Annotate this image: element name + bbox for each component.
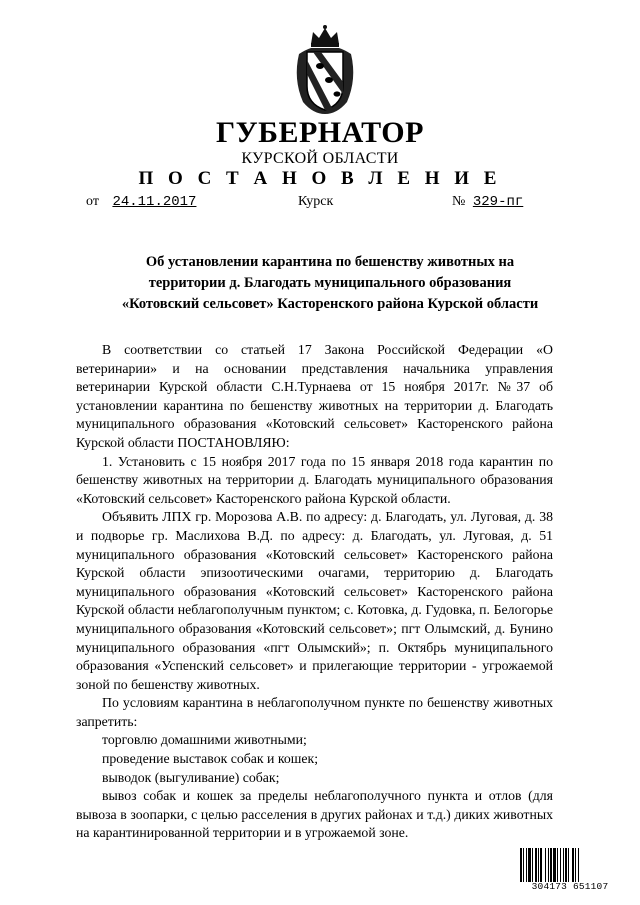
document-type-title: П О С Т А Н О В Л Е Н И Е: [138, 168, 502, 189]
document-body: [76, 341, 553, 843]
paragraph-4: вывоз собак и кошек за пределы неблагополучного пункта и отлов (для вывоза в зоопарки, с целью расселения в других районах и т.д.) диких животных на карантинированной территории и в угрожаемой зоне.: [76, 788, 553, 841]
number-prefix: №: [452, 194, 466, 209]
governor-title: ГУБЕРНАТОР: [216, 116, 424, 149]
intro-paragraph: В соответствии со статьей 17 Закона Российской Федерации «О ветеринарии» и на основании представления начальника управления ветеринарии Курской области С.Н.Турнаева от 15 ноября 2017г. №37 об установлении карантина по бешенству животных на территории д. Благодать муниципального образования «Котовский сельсовет» Касторенского района Курской области ПОСТАНОВЛЯЮ:: [76, 342, 553, 450]
prohibition-item: торговлю домашними животными;: [102, 732, 307, 748]
barcode-bars: [520, 848, 620, 882]
document-subject: [70, 252, 590, 315]
subject-line: территории д. Благодать муниципального образования: [148, 275, 512, 291]
number-value: 329-пг: [472, 194, 524, 210]
subject-line: Об установлении карантина по бешенству животных на: [145, 254, 515, 270]
barcode: [520, 848, 620, 894]
barcode-number: 304173 651107: [531, 881, 609, 892]
date-prefix: от: [86, 194, 99, 209]
document-city: Курск: [298, 194, 334, 209]
document-number: [452, 194, 541, 210]
paragraph-3: По условиям карантина в неблагополучном пункте по бешенству животных запретить:: [76, 695, 553, 729]
paragraph-2: Объявить ЛПХ гр. Морозова А.В. по адресу: д. Благодать, ул. Луговая, д. 38 и подворье гр. Маслихова В.Д. по адресу: д. Благодать, ул. Луговая, д. 51 муниципального образования «Котовский сельсовет» Касторенского района Курской области эпизоотическими очагами, территорию д. Благодать муниципального образования «Котовский сельсовет» Касторенского района Курской области неблагополучным пунктом; с. Котовка, д. Гудовка, п. Белогорье муниципального образования «Котовский сельсовет»; пгт Олымский, д. Бунино муниципального образования «пгт Олымский»; п. Октябрь муниципального образования «Успенский сельсовет» и прилегающие территории - угрожаемой зоной по бешенству животных.: [76, 509, 553, 692]
region-title: КУРСКОЙ ОБЛАСТИ: [241, 150, 399, 167]
coat-of-arms-emblem: [289, 24, 361, 116]
subject-line: «Котовский сельсовет» Касторенского района Курской области: [121, 296, 539, 312]
paragraph-1: 1. Установить с 15 ноября 2017 года по 15 января 2018 года карантин по бешенству животных на территории д. Благодать муниципального образования «Котовский сельсовет» Касторенского района Курской области.: [76, 453, 553, 506]
prohibition-item: выводок (выгуливание) собак;: [102, 769, 280, 785]
prohibition-item: проведение выставок собак и кошек;: [102, 751, 319, 767]
document-date: [86, 194, 222, 210]
date-value: 24.11.2017: [112, 194, 197, 210]
